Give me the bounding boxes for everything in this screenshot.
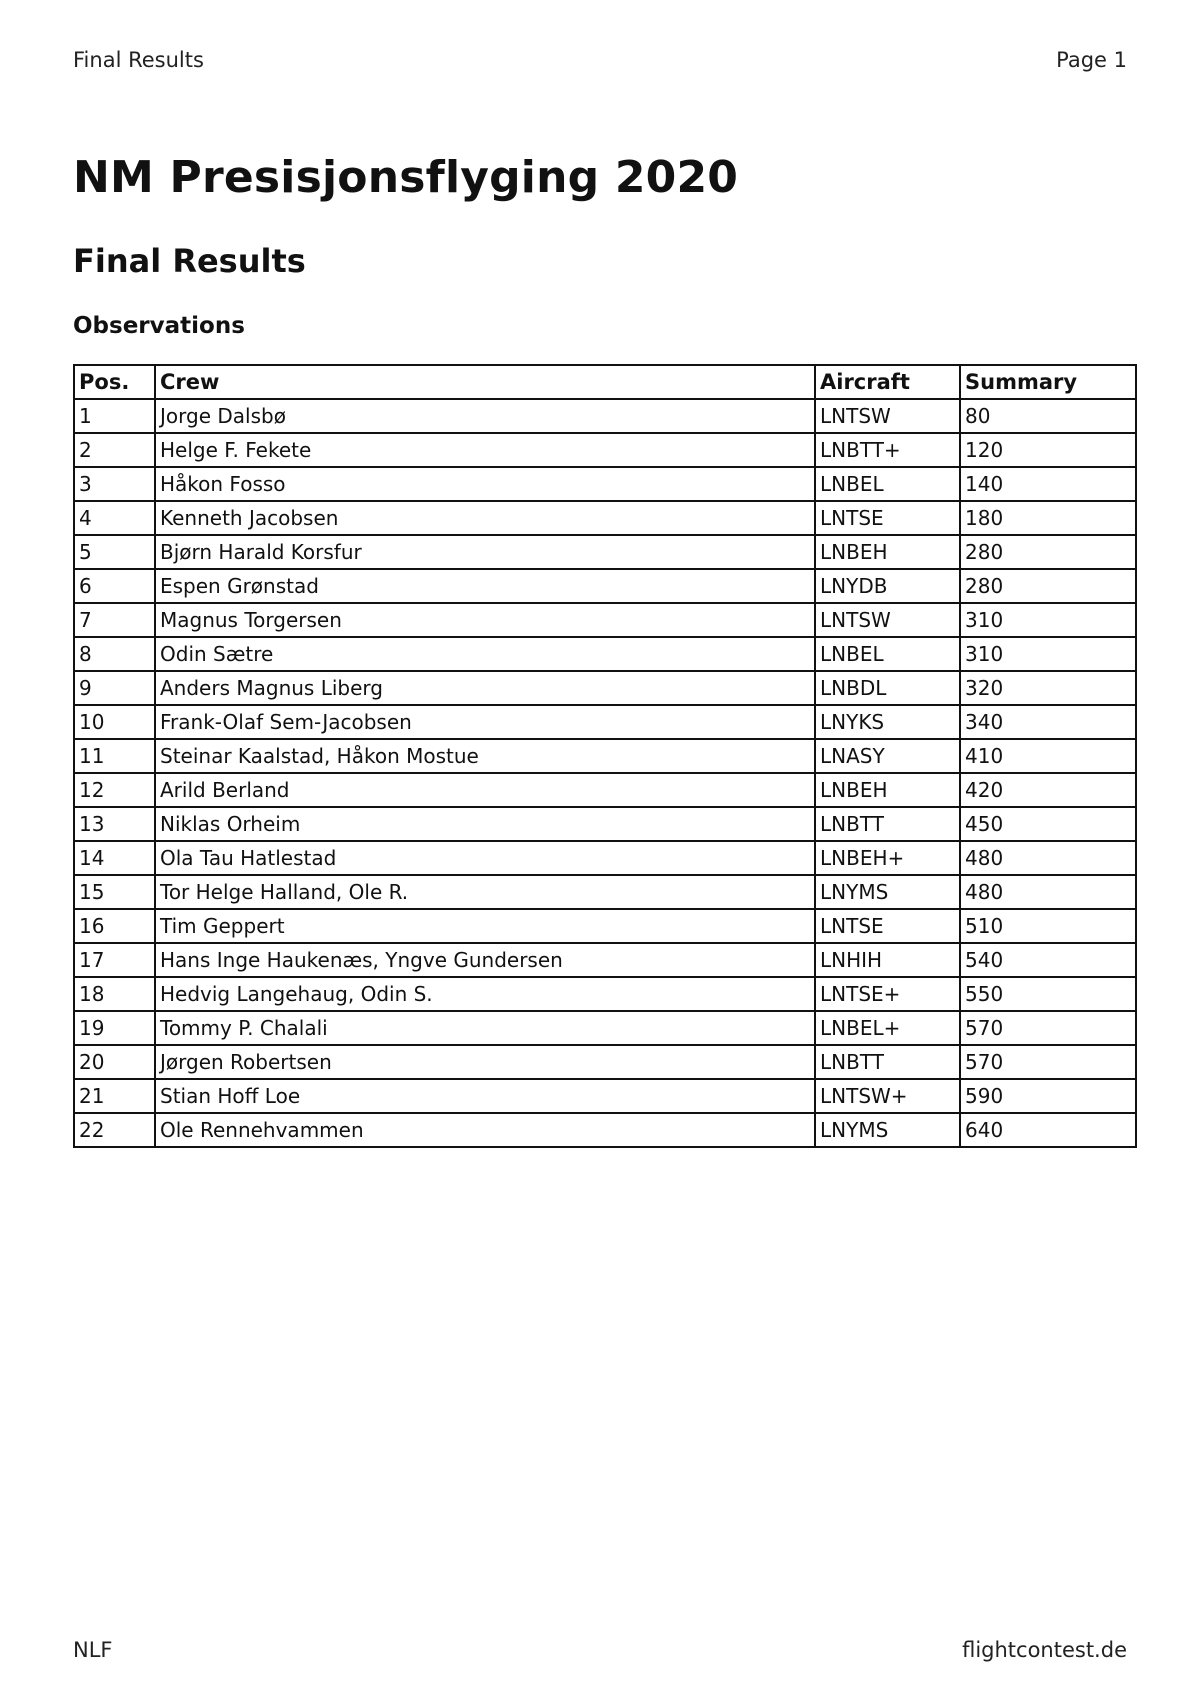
pos-cell: 6 [74,569,155,603]
footer-organization: NLF [73,1638,113,1662]
aircraft-cell: LNYKS [815,705,960,739]
summary-cell: 310 [960,637,1136,671]
crew-cell: Espen Grønstad [155,569,815,603]
table-row [74,399,1136,433]
pos-cell: 22 [74,1113,155,1147]
table-row [74,569,1136,603]
table-row [74,433,1136,467]
aircraft-cell: LNBTT [815,1045,960,1079]
summary-cell: 640 [960,1113,1136,1147]
pos-cell: 13 [74,807,155,841]
summary-cell: 570 [960,1011,1136,1045]
table-header-row [74,365,1136,399]
summary-cell: 570 [960,1045,1136,1079]
crew-cell: Ole Rennehvammen [155,1113,815,1147]
table-row [74,909,1136,943]
summary-cell: 280 [960,535,1136,569]
crew-cell: Hedvig Langehaug, Odin S. [155,977,815,1011]
crew-cell: Frank-Olaf Sem-Jacobsen [155,705,815,739]
table-row [74,807,1136,841]
table-row [74,501,1136,535]
pos-cell: 10 [74,705,155,739]
aircraft-cell: LNBEL [815,467,960,501]
table-row [74,535,1136,569]
aircraft-cell: LNYMS [815,1113,960,1147]
table-row [74,977,1136,1011]
aircraft-cell: LNBTT+ [815,433,960,467]
column-header-pos: Pos. [74,365,155,399]
crew-cell: Tim Geppert [155,909,815,943]
aircraft-cell: LNTSW [815,603,960,637]
summary-cell: 590 [960,1079,1136,1113]
document-subtitle: Final Results [73,242,306,280]
summary-cell: 80 [960,399,1136,433]
crew-cell: Magnus Torgersen [155,603,815,637]
summary-cell: 480 [960,875,1136,909]
table-row [74,671,1136,705]
crew-cell: Ola Tau Hatlestad [155,841,815,875]
section-title: Observations [73,313,245,339]
table-row [74,773,1136,807]
page-number: Page 1 [1056,48,1127,72]
footer-source: flightcontest.de [962,1638,1127,1662]
aircraft-cell: LNBDL [815,671,960,705]
pos-cell: 16 [74,909,155,943]
table-row [74,1011,1136,1045]
table-row [74,603,1136,637]
summary-cell: 450 [960,807,1136,841]
summary-cell: 480 [960,841,1136,875]
pos-cell: 1 [74,399,155,433]
column-header-aircraft: Aircraft [815,365,960,399]
crew-cell: Niklas Orheim [155,807,815,841]
aircraft-cell: LNTSW [815,399,960,433]
summary-cell: 140 [960,467,1136,501]
aircraft-cell: LNHIH [815,943,960,977]
crew-cell: Steinar Kaalstad, Håkon Mostue [155,739,815,773]
summary-cell: 550 [960,977,1136,1011]
aircraft-cell: LNYMS [815,875,960,909]
table-row [74,467,1136,501]
aircraft-cell: LNYDB [815,569,960,603]
summary-cell: 310 [960,603,1136,637]
crew-cell: Hans Inge Haukenæs, Yngve Gundersen [155,943,815,977]
summary-cell: 120 [960,433,1136,467]
results-table-body [74,399,1136,1147]
crew-cell: Jorge Dalsbø [155,399,815,433]
crew-cell: Helge F. Fekete [155,433,815,467]
aircraft-cell: LNASY [815,739,960,773]
running-header-title: Final Results [73,48,204,72]
pos-cell: 2 [74,433,155,467]
table-row [74,705,1136,739]
summary-cell: 410 [960,739,1136,773]
aircraft-cell: LNTSE+ [815,977,960,1011]
table-row [74,739,1136,773]
results-table [73,364,1137,1148]
pos-cell: 19 [74,1011,155,1045]
summary-cell: 280 [960,569,1136,603]
pos-cell: 18 [74,977,155,1011]
table-row [74,1079,1136,1113]
summary-cell: 340 [960,705,1136,739]
pos-cell: 3 [74,467,155,501]
column-header-summary: Summary [960,365,1136,399]
crew-cell: Odin Sætre [155,637,815,671]
aircraft-cell: LNBEH [815,773,960,807]
crew-cell: Tor Helge Halland, Ole R. [155,875,815,909]
aircraft-cell: LNBEH+ [815,841,960,875]
pos-cell: 15 [74,875,155,909]
pos-cell: 8 [74,637,155,671]
aircraft-cell: LNBTT [815,807,960,841]
pos-cell: 9 [74,671,155,705]
summary-cell: 540 [960,943,1136,977]
column-header-crew: Crew [155,365,815,399]
crew-cell: Kenneth Jacobsen [155,501,815,535]
pos-cell: 21 [74,1079,155,1113]
table-row [74,875,1136,909]
summary-cell: 420 [960,773,1136,807]
pos-cell: 4 [74,501,155,535]
table-row [74,637,1136,671]
summary-cell: 510 [960,909,1136,943]
pos-cell: 5 [74,535,155,569]
crew-cell: Bjørn Harald Korsfur [155,535,815,569]
pos-cell: 7 [74,603,155,637]
pos-cell: 17 [74,943,155,977]
aircraft-cell: LNTSW+ [815,1079,960,1113]
pos-cell: 12 [74,773,155,807]
pos-cell: 11 [74,739,155,773]
crew-cell: Jørgen Robertsen [155,1045,815,1079]
document-title: NM Presisjonsflyging 2020 [73,152,739,203]
aircraft-cell: LNTSE [815,909,960,943]
crew-cell: Arild Berland [155,773,815,807]
aircraft-cell: LNBEH [815,535,960,569]
pos-cell: 14 [74,841,155,875]
crew-cell: Stian Hoff Loe [155,1079,815,1113]
table-row [74,841,1136,875]
aircraft-cell: LNTSE [815,501,960,535]
summary-cell: 320 [960,671,1136,705]
summary-cell: 180 [960,501,1136,535]
aircraft-cell: LNBEL [815,637,960,671]
crew-cell: Tommy P. Chalali [155,1011,815,1045]
table-row [74,943,1136,977]
aircraft-cell: LNBEL+ [815,1011,960,1045]
table-row [74,1113,1136,1147]
crew-cell: Håkon Fosso [155,467,815,501]
pos-cell: 20 [74,1045,155,1079]
table-row [74,1045,1136,1079]
crew-cell: Anders Magnus Liberg [155,671,815,705]
